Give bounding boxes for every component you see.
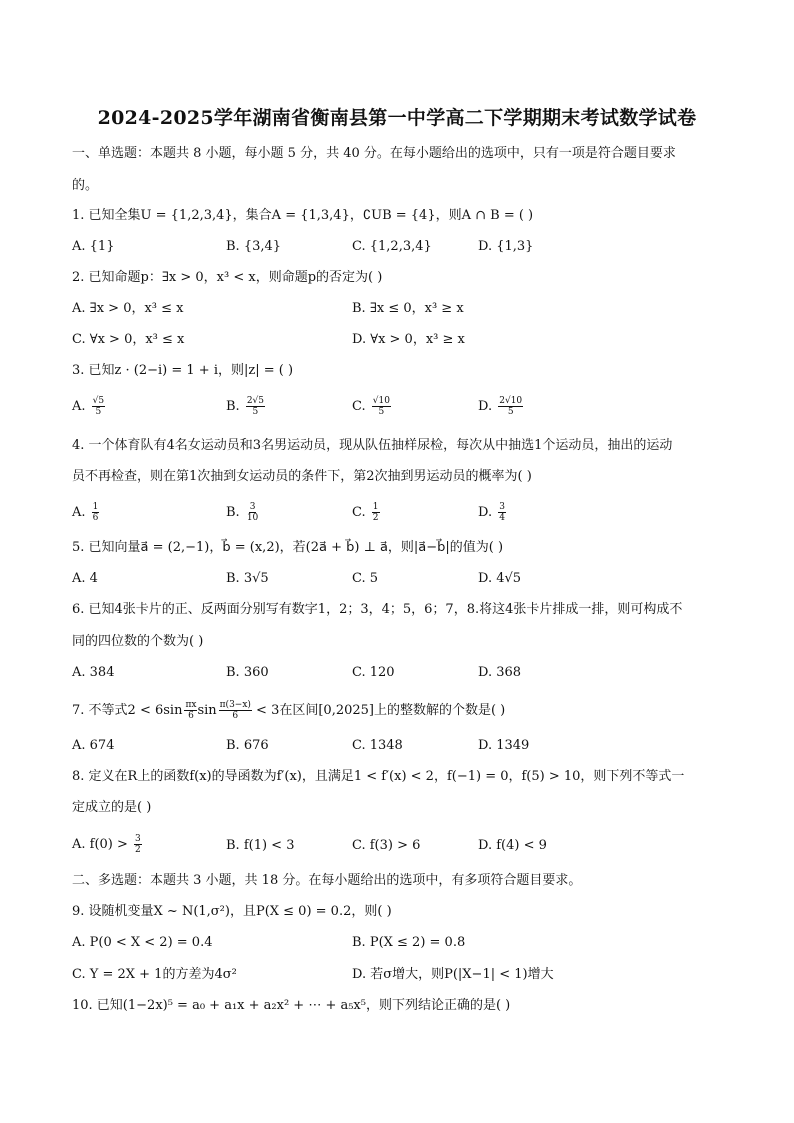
fraction-numerator: 3 (499, 502, 505, 512)
option-label: C. (352, 399, 366, 414)
fraction-numerator: 2√5 (246, 396, 265, 406)
section-1-heading-line-2: 的。 (72, 178, 99, 193)
fraction-denominator: 5 (378, 407, 385, 417)
fraction-numerator: 2√10 (499, 396, 523, 406)
question-6-option-d: D. 368 (478, 665, 522, 680)
question-4-stem-line-2: 员不再检查，则在第1次抽到女运动员的条件下，第2次抽到男运动员的概率为( ) (72, 469, 532, 484)
question-3-option-d (478, 396, 523, 417)
fraction-denominator: 5 (507, 407, 514, 417)
question-3-option-a (72, 396, 105, 417)
question-4-stem-line-1: 4. 一个体育队有4名女运动员和3名男运动员，现从队伍抽样尿检，每次从中抽选1个运动员，抽出的运动 (72, 438, 673, 453)
question-8-stem-line-2: 定成立的是( ) (72, 800, 152, 815)
question-2-option-a: A. ∃x > 0，x³ ≤ x (72, 301, 184, 316)
fraction (92, 396, 105, 417)
fraction-numerator: π(3−x) (219, 700, 251, 710)
fraction-numerator: 1 (372, 502, 379, 512)
question-1-stem: 1. 已知全集U = {1,2,3,4}，集合A = {1,3,4}，∁UB = {4}，则A ∩ B = ( ) (72, 208, 534, 223)
option-label: B. (226, 399, 240, 414)
question-9-option-b: B. P(X ≤ 2) = 0.8 (352, 935, 466, 950)
fraction-denominator: 2 (372, 513, 379, 523)
fraction (219, 700, 252, 721)
question-6-stem-line-2: 同的四位数的个数为( ) (72, 634, 204, 649)
question-8-stem-line-1: 8. 定义在R上的函数f(x)的导函数为f′(x)，且满足1 < f′(x) < 2，f(−1) = 0，f(5) > 10，则下列不等式一 (72, 769, 685, 784)
question-3-option-c (352, 396, 391, 417)
question-3-stem: 3. 已知z · (2−i) = 1 + i，则|z| = ( ) (72, 363, 294, 378)
question-7-stem-part-3: < 3在区间[0,2025]上的整数解的个数是( ) (251, 703, 506, 718)
option-label: B. (226, 505, 240, 520)
question-9-option-a: A. P(0 < X < 2) = 0.4 (72, 935, 213, 950)
question-4-option-c (352, 502, 380, 523)
option-label: A. (72, 399, 86, 414)
fraction-numerator: √5 (92, 396, 105, 406)
question-8-option-b: B. f(1) < 3 (226, 838, 295, 853)
question-9-stem: 9. 设随机变量X ~ N(1,σ²)，且P(X ≤ 0) = 0.2，则( ) (72, 904, 392, 919)
fraction-denominator: 10 (246, 513, 259, 523)
fraction (372, 502, 380, 523)
question-1-option-b: B. {3,4} (226, 239, 282, 254)
question-5-option-b: B. 3√5 (226, 571, 269, 586)
question-2-option-b: B. ∃x ≤ 0，x³ ≥ x (352, 301, 464, 316)
question-4-option-d (478, 502, 506, 523)
question-10-stem: 10. 已知(1−2x)⁵ = a₀ + a₁x + a₂x² + ⋯ + a₅x⁵，则下列结论正确的是( ) (72, 998, 511, 1013)
section-2-heading: 二、多选题：本题共 3 小题，共 18 分。在每小题给出的选项中，有多项符合题目要求。 (72, 873, 582, 888)
fraction-numerator: 3 (249, 502, 256, 512)
question-4-option-a (72, 502, 99, 523)
question-8-option-a (72, 834, 142, 855)
option-label: D. (478, 399, 493, 414)
question-6-option-c: C. 120 (352, 665, 395, 680)
fraction (184, 700, 197, 721)
question-5-option-c: C. 5 (352, 571, 379, 586)
question-7-option-b: B. 676 (226, 738, 269, 753)
fraction (92, 502, 100, 523)
option-label: A. f(0) > (72, 837, 128, 852)
fraction (498, 396, 523, 417)
fraction (246, 396, 265, 417)
question-2-option-d: D. ∀x > 0，x³ ≥ x (352, 332, 465, 347)
question-7-stem-part-1: 7. 不等式2 < 6sin (72, 703, 183, 718)
question-6-option-b: B. 360 (226, 665, 269, 680)
fraction-denominator: 6 (188, 711, 194, 721)
question-5-option-a: A. 4 (72, 571, 98, 586)
question-4-option-b (226, 502, 259, 523)
question-5-stem: 5. 已知向量a⃗ = (2,−1)，b⃗ = (x,2)，若(2a⃗ + b⃗) ⊥ a⃗，则|a⃗−b⃗|的值为( ) (72, 540, 504, 555)
fraction (372, 396, 391, 417)
question-1-option-c: C. {1,2,3,4} (352, 239, 432, 254)
question-6-option-a: A. 384 (72, 665, 115, 680)
fraction-numerator: πx (185, 700, 197, 710)
question-2-stem: 2. 已知命题p：∃x > 0，x³ < x，则命题p的否定为( ) (72, 270, 383, 285)
fraction-denominator: 5 (95, 407, 102, 417)
question-3-option-b (226, 396, 265, 417)
option-label: D. (478, 505, 493, 520)
page-title: 2024-2025学年湖南省衡南县第一中学高二下学期期末考试数学试卷 (97, 107, 697, 129)
question-1-option-a: A. {1} (72, 239, 115, 254)
question-6-stem-line-1: 6. 已知4张卡片的正、反两面分别写有数字1，2；3，4；5，6；7，8.将这4张卡片排成一排，则可构成不 (72, 602, 683, 617)
question-1-option-d: D. {1,3} (478, 239, 534, 254)
question-8-option-d: D. f(4) < 9 (478, 838, 547, 853)
option-label: C. (352, 505, 366, 520)
fraction-denominator: 5 (252, 407, 259, 417)
question-7-option-d: D. 1349 (478, 738, 530, 753)
fraction (498, 502, 506, 523)
fraction-numerator: √10 (372, 396, 390, 406)
question-5-option-d: D. 4√5 (478, 571, 522, 586)
question-9-option-c: C. Y = 2X + 1的方差为4σ² (72, 967, 237, 982)
section-1-heading-line-1: 一、单选题：本题共 8 小题，每小题 5 分，共 40 分。在每小题给出的选项中，只有一项是符合题目要求 (72, 146, 676, 161)
question-8-option-c: C. f(3) > 6 (352, 838, 421, 853)
fraction-denominator: 2 (135, 845, 141, 855)
fraction (134, 834, 142, 855)
fraction-numerator: 3 (135, 834, 141, 844)
question-7-option-a: A. 674 (72, 738, 115, 753)
fraction-denominator: 6 (232, 711, 239, 721)
question-7-stem (72, 700, 505, 721)
question-7-option-c: C. 1348 (352, 738, 403, 753)
fraction-denominator: 4 (499, 513, 505, 523)
question-2-option-c: C. ∀x > 0，x³ ≤ x (72, 332, 185, 347)
fraction (246, 502, 259, 523)
fraction-numerator: 1 (92, 502, 99, 512)
question-9-option-d: D. 若σ增大，则P(|X−1| < 1)增大 (352, 967, 554, 982)
fraction-denominator: 6 (92, 513, 99, 523)
question-7-stem-part-2: sin (197, 703, 217, 718)
option-label: A. (72, 505, 86, 520)
